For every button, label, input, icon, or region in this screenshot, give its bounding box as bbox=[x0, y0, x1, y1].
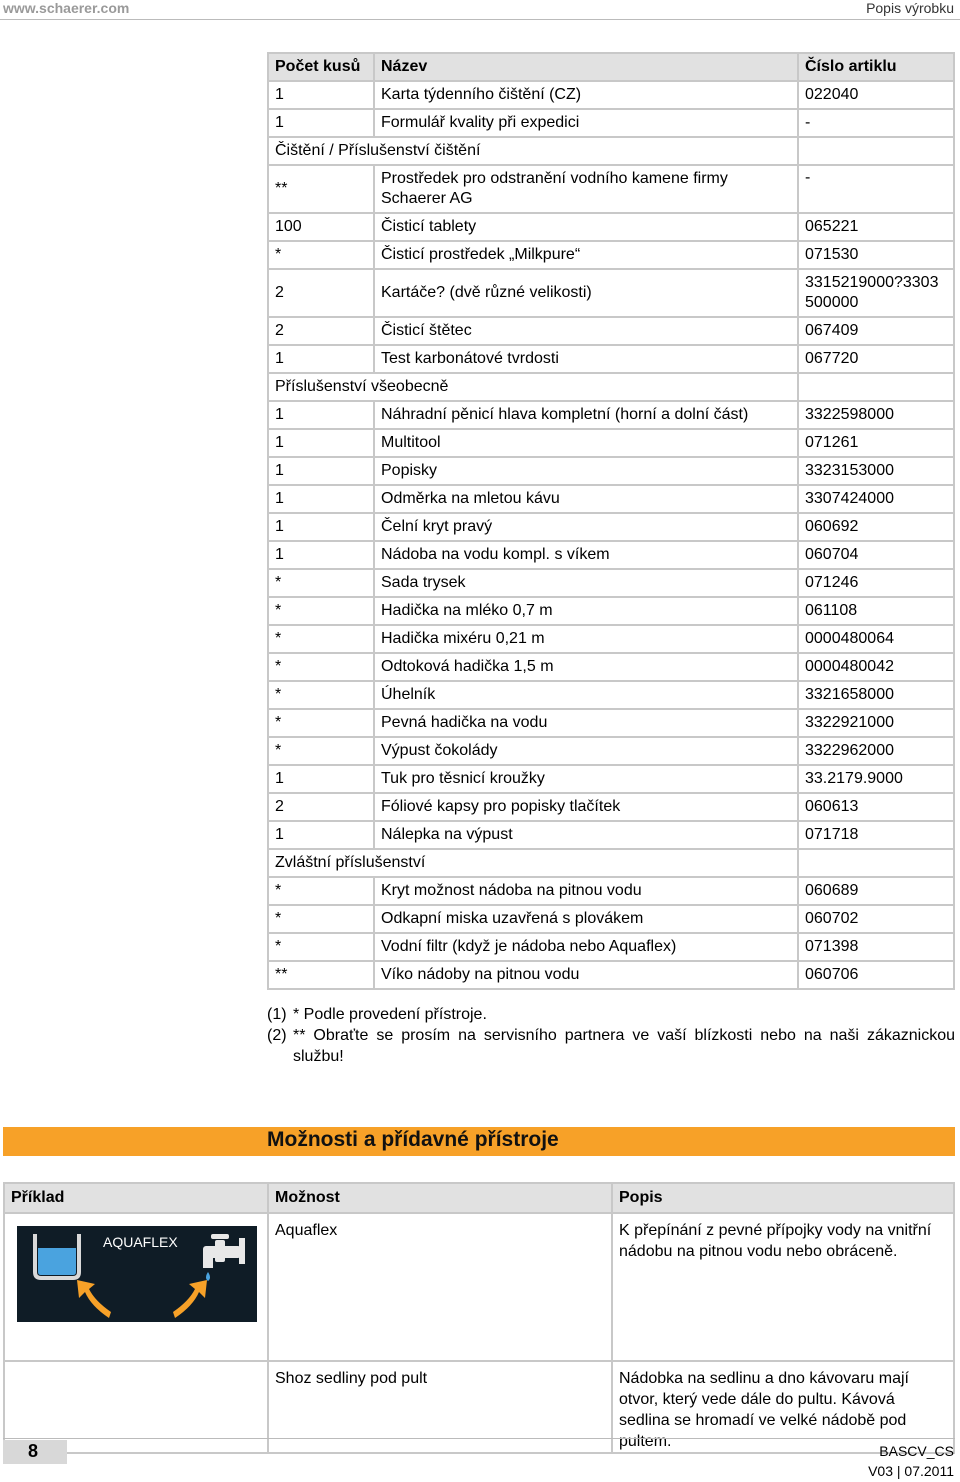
qty-cell: 1 bbox=[268, 401, 374, 429]
table-row bbox=[268, 213, 954, 241]
water-container-icon bbox=[38, 1248, 76, 1275]
qty-cell: 1 bbox=[268, 457, 374, 485]
section-row bbox=[268, 373, 954, 401]
option-cell: Aquaflex bbox=[268, 1213, 612, 1361]
footer-divider bbox=[3, 1438, 955, 1439]
table-row bbox=[268, 709, 954, 737]
name-cell: Prostředek pro odstranění vodního kamene firmy Schaerer AG bbox=[374, 165, 798, 213]
name-cell: Nálepka na výpust bbox=[374, 821, 798, 849]
article-cell: 060704 bbox=[798, 541, 954, 569]
table-row bbox=[268, 109, 954, 137]
table-row bbox=[268, 737, 954, 765]
table-row bbox=[268, 905, 954, 933]
table-row bbox=[268, 241, 954, 269]
water-drop-icon bbox=[206, 1272, 210, 1281]
article-cell: 022040 bbox=[798, 81, 954, 109]
table-row bbox=[268, 821, 954, 849]
name-cell: Náhradní pěnicí hlava kompletní (horní a dolní část) bbox=[374, 401, 798, 429]
article-cell: 060706 bbox=[798, 961, 954, 989]
table-row bbox=[268, 513, 954, 541]
page-number-box bbox=[3, 1440, 67, 1464]
table-row bbox=[268, 269, 954, 317]
qty-cell: 2 bbox=[268, 317, 374, 345]
table-row bbox=[268, 541, 954, 569]
empty-cell bbox=[798, 373, 954, 401]
table-row bbox=[268, 597, 954, 625]
qty-cell: * bbox=[268, 653, 374, 681]
article-cell: 067720 bbox=[798, 345, 954, 373]
table-row bbox=[268, 625, 954, 653]
options-table bbox=[3, 1182, 955, 1454]
name-cell: Úhelník bbox=[374, 681, 798, 709]
qty-cell: * bbox=[268, 625, 374, 653]
header-description: Popis bbox=[612, 1183, 954, 1213]
arrow-left-icon bbox=[77, 1280, 111, 1318]
name-cell: Čelní kryt pravý bbox=[374, 513, 798, 541]
qty-cell: 1 bbox=[268, 541, 374, 569]
qty-cell: 1 bbox=[268, 765, 374, 793]
qty-cell: * bbox=[268, 681, 374, 709]
qty-cell: ** bbox=[268, 961, 374, 989]
description-cell: K přepínání z pevné přípojky vody na vnitřní nádobu na pitnou vodu nebo obráceně. bbox=[612, 1213, 954, 1361]
article-cell: 060702 bbox=[798, 905, 954, 933]
article-cell: 060689 bbox=[798, 877, 954, 905]
table-row bbox=[268, 681, 954, 709]
table-row bbox=[268, 765, 954, 793]
table-row bbox=[268, 457, 954, 485]
site-url[interactable]: www.schaerer.com bbox=[3, 0, 130, 16]
header-name: Název bbox=[374, 53, 798, 81]
qty-cell: * bbox=[268, 597, 374, 625]
empty-cell bbox=[798, 849, 954, 877]
article-cell: 060613 bbox=[798, 793, 954, 821]
footnotes bbox=[267, 1004, 955, 1067]
name-cell: Čisticí tablety bbox=[374, 213, 798, 241]
article-cell: 0000480042 bbox=[798, 653, 954, 681]
header-example: Příklad bbox=[4, 1183, 268, 1213]
name-cell: Sada trysek bbox=[374, 569, 798, 597]
name-cell: Tuk pro těsnicí kroužky bbox=[374, 765, 798, 793]
table-row bbox=[268, 569, 954, 597]
document-info bbox=[868, 1441, 954, 1481]
table-row bbox=[268, 429, 954, 457]
article-cell: - bbox=[798, 109, 954, 137]
name-cell: Odkapní miska uzavřená s plovákem bbox=[374, 905, 798, 933]
parts-table bbox=[267, 52, 955, 990]
section-row bbox=[268, 137, 954, 165]
name-cell: Karta týdenního čištění (CZ) bbox=[374, 81, 798, 109]
footnote-number: (2) bbox=[267, 1027, 287, 1044]
qty-cell: * bbox=[268, 877, 374, 905]
name-cell: Odtoková hadička 1,5 m bbox=[374, 653, 798, 681]
name-cell: Výpust čokolády bbox=[374, 737, 798, 765]
table-row bbox=[268, 345, 954, 373]
section-heading-bar bbox=[3, 1127, 955, 1156]
footnote-number: (1) bbox=[267, 1006, 287, 1023]
name-cell: Hadička mixéru 0,21 m bbox=[374, 625, 798, 653]
qty-cell: 1 bbox=[268, 345, 374, 373]
qty-cell: 2 bbox=[268, 793, 374, 821]
table-row bbox=[268, 793, 954, 821]
name-cell: Multitool bbox=[374, 429, 798, 457]
article-cell: 3322962000 bbox=[798, 737, 954, 765]
qty-cell: * bbox=[268, 737, 374, 765]
arrow-right-icon bbox=[173, 1280, 207, 1318]
aquaflex-image bbox=[17, 1226, 257, 1322]
article-cell: 33.2179.9000 bbox=[798, 765, 954, 793]
name-cell: Fóliové kapsy pro popisky tlačítek bbox=[374, 793, 798, 821]
table-row bbox=[4, 1213, 954, 1361]
qty-cell: * bbox=[268, 241, 374, 269]
article-cell: 3322598000 bbox=[798, 401, 954, 429]
page-header bbox=[0, 0, 960, 20]
qty-cell: 2 bbox=[268, 269, 374, 317]
header-option: Možnost bbox=[268, 1183, 612, 1213]
name-cell: Čisticí prostředek „Milkpure“ bbox=[374, 241, 798, 269]
qty-cell: 1 bbox=[268, 821, 374, 849]
table-row bbox=[4, 1361, 954, 1453]
name-cell: Pevná hadička na vodu bbox=[374, 709, 798, 737]
footnote bbox=[267, 1025, 955, 1067]
options-table-header bbox=[4, 1183, 954, 1213]
footnote-text: * Podle provedení přístroje. bbox=[293, 1006, 487, 1023]
qty-cell: 1 bbox=[268, 485, 374, 513]
header-article: Číslo artiklu bbox=[798, 53, 954, 81]
empty-cell bbox=[798, 137, 954, 165]
name-cell: Hadička na mléko 0,7 m bbox=[374, 597, 798, 625]
table-row bbox=[268, 317, 954, 345]
table-row bbox=[268, 877, 954, 905]
article-cell: 071398 bbox=[798, 933, 954, 961]
qty-cell: * bbox=[268, 709, 374, 737]
section-label: Zvláštní příslušenství bbox=[268, 849, 798, 877]
article-cell: 065221 bbox=[798, 213, 954, 241]
qty-cell: ** bbox=[268, 165, 374, 213]
parts-table-body bbox=[268, 81, 954, 989]
section-heading: Možnosti a přídavné přístroje bbox=[267, 1128, 559, 1151]
table-row bbox=[268, 933, 954, 961]
name-cell: Víko nádoby na pitnou vodu bbox=[374, 961, 798, 989]
qty-cell: * bbox=[268, 569, 374, 597]
qty-cell: * bbox=[268, 905, 374, 933]
table-row bbox=[268, 401, 954, 429]
article-cell: 071246 bbox=[798, 569, 954, 597]
article-cell: 071530 bbox=[798, 241, 954, 269]
section-label: Čištění / Příslušenství čištění bbox=[268, 137, 798, 165]
article-cell: 3323153000 bbox=[798, 457, 954, 485]
section-row bbox=[268, 849, 954, 877]
page-number: 8 bbox=[28, 1441, 39, 1461]
name-cell: Vodní filtr (když je nádoba nebo Aquaflex) bbox=[374, 933, 798, 961]
article-cell: 067409 bbox=[798, 317, 954, 345]
article-cell: 3322921000 bbox=[798, 709, 954, 737]
name-cell: Kartáče? (dvě různé velikosti) bbox=[374, 269, 798, 317]
qty-cell: 1 bbox=[268, 429, 374, 457]
name-cell: Test karbonátové tvrdosti bbox=[374, 345, 798, 373]
name-cell: Odměrka na mletou kávu bbox=[374, 485, 798, 513]
qty-cell: 1 bbox=[268, 513, 374, 541]
name-cell: Čisticí štětec bbox=[374, 317, 798, 345]
article-cell: 3315219000?3303 500000 bbox=[798, 269, 954, 317]
parts-table-header bbox=[268, 53, 954, 81]
aquaflex-label: AQUAFLEX bbox=[103, 1234, 178, 1250]
qty-cell: 1 bbox=[268, 109, 374, 137]
article-cell: 0000480064 bbox=[798, 625, 954, 653]
table-row bbox=[268, 961, 954, 989]
article-cell: 3307424000 bbox=[798, 485, 954, 513]
article-cell: 071718 bbox=[798, 821, 954, 849]
article-cell: 3321658000 bbox=[798, 681, 954, 709]
table-row bbox=[268, 485, 954, 513]
footnote bbox=[267, 1004, 955, 1025]
qty-cell: * bbox=[268, 933, 374, 961]
name-cell: Nádoba na vodu kompl. s víkem bbox=[374, 541, 798, 569]
article-cell: 060692 bbox=[798, 513, 954, 541]
water-tap-icon bbox=[203, 1234, 245, 1268]
qty-cell: 1 bbox=[268, 81, 374, 109]
header-qty: Počet kusů bbox=[268, 53, 374, 81]
option-cell: Shoz sedliny pod pult bbox=[268, 1361, 612, 1453]
table-row bbox=[268, 653, 954, 681]
section-title: Popis výrobku bbox=[866, 0, 954, 16]
name-cell: Formulář kvality při expedici bbox=[374, 109, 798, 137]
document-version: V03 | 07.2011 bbox=[868, 1463, 954, 1479]
qty-cell: 100 bbox=[268, 213, 374, 241]
article-cell: - bbox=[798, 165, 954, 213]
table-row bbox=[268, 81, 954, 109]
section-label: Příslušenství všeobecně bbox=[268, 373, 798, 401]
name-cell: Popisky bbox=[374, 457, 798, 485]
example-cell bbox=[4, 1213, 268, 1361]
article-cell: 071261 bbox=[798, 429, 954, 457]
table-row bbox=[268, 165, 954, 213]
article-cell: 061108 bbox=[798, 597, 954, 625]
document-code: BASCV_CS bbox=[879, 1443, 954, 1459]
footnote-text: ** Obraťte se prosím na servisního partnera ve vaší blízkosti nebo na naši zákaznickou službu! bbox=[293, 1027, 955, 1065]
description-cell: Nádobka na sedlinu a dno kávovaru mají otvor, který vede dále do pultu. Kávová sedlina se hromadí ve velké nádobě pod pultem. bbox=[612, 1361, 954, 1453]
name-cell: Kryt možnost nádoba na pitnou vodu bbox=[374, 877, 798, 905]
